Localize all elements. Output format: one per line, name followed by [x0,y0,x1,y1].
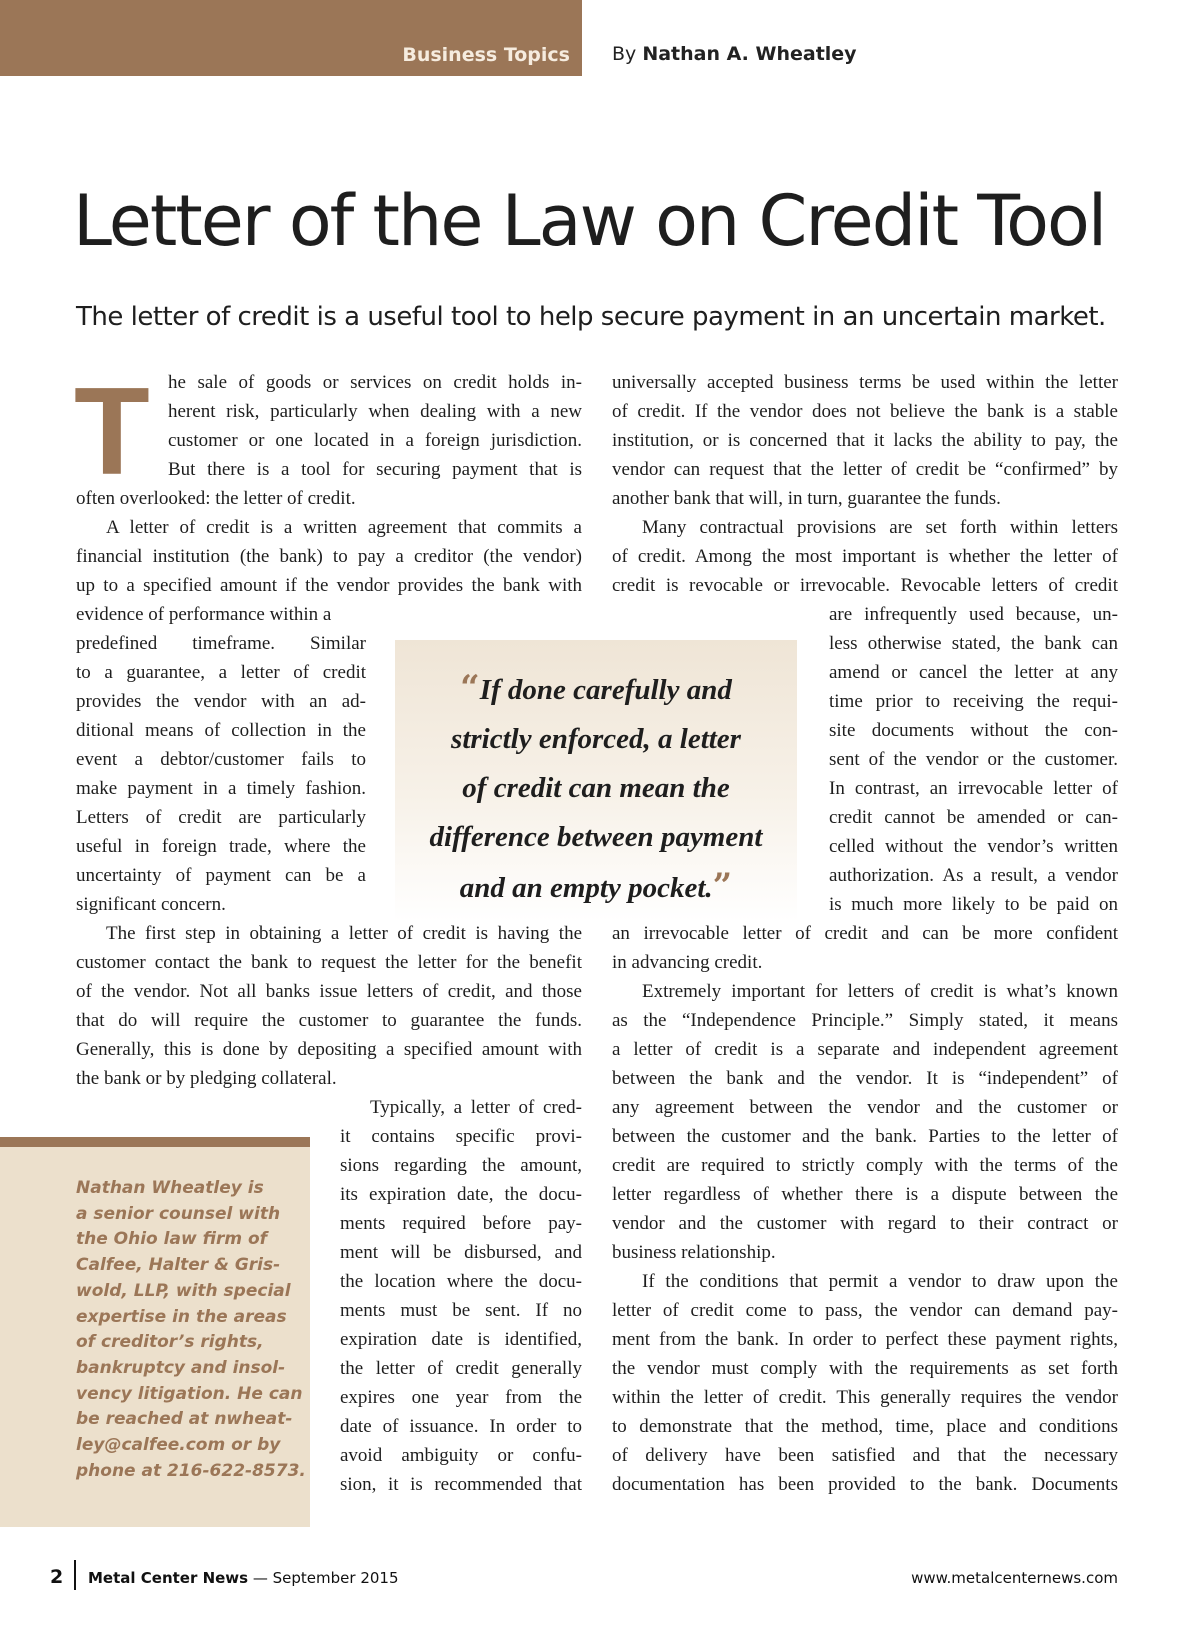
body-line: credit are required to strictly comply with the terms of the [612,1155,1118,1176]
body-line: time prior to receiving the requi- [829,691,1118,712]
body-line: evidence of performance within a [76,604,332,625]
body-line: A letter of credit is a written agreement that commits a [106,517,582,538]
body-line: a letter of credit is a separate and independent agreement [612,1039,1118,1060]
body-line: Extremely important for letters of credit is what’s known [642,981,1118,1002]
byline-prefix: By [612,43,637,65]
body-line: its expiration date, the docu- [340,1184,582,1205]
body-line: In contrast, an irrevocable letter of [829,778,1118,799]
bio-line: of creditor’s rights, [76,1332,264,1353]
bio-line: a senior counsel with [76,1203,281,1224]
bio-line: be reached at nwheat- [76,1409,293,1430]
body-line: herent risk, particularly when dealing with a new [168,401,582,422]
body-line: documentation has been provided to the bank. Documents [612,1474,1118,1495]
pull-quote [395,640,797,922]
body-line: sion, it is recommended that [340,1474,582,1495]
body-line: any agreement between the vendor and the customer or [612,1097,1118,1118]
body-line: to demonstrate that the method, time, place and conditions [612,1416,1118,1437]
body-line: of credit. Among the most important is whether the letter of [612,546,1118,567]
body-line: it contains specific provi- [340,1126,582,1147]
body-line: Letters of credit are particularly [76,807,366,828]
body-line: Many contractual provisions are set forth within letters [642,517,1118,538]
bio-line: the Ohio law firm of [76,1229,268,1250]
body-line: customer contact the bank to request the letter for the benefit [76,952,582,973]
body-line: avoid ambiguity or confu- [340,1445,582,1466]
body-line: ment from the bank. In order to perfect these payment rights, [612,1329,1118,1350]
page-number: 2 [50,1566,64,1588]
body-line: amend or cancel the letter at any [829,662,1118,683]
body-line: date of issuance. In order to [340,1416,582,1437]
body-line: the letter of credit generally [340,1358,582,1379]
publication-name: Metal Center News [88,1569,249,1587]
body-line: Generally, this is done by depositing a specified amount with [76,1039,582,1060]
body-line: customer or one located in a foreign jurisdiction. [168,430,582,451]
body-line: financial institution (the bank) to pay a creditor (the vendor) [76,546,582,567]
body-line: ments required before pay- [340,1213,582,1234]
body-line: vendor and the customer with regard to their contract or [612,1213,1118,1234]
body-line: are infrequently used because, un- [829,604,1118,625]
article-title: Letter of the Law on Credit Tool [73,180,1106,262]
body-line: is much more likely to be paid on [829,894,1118,915]
body-line: he sale of goods or services on credit holds in- [168,372,582,393]
body-line: letter regardless of whether there is a dispute between the [612,1184,1118,1205]
body-line: celled without the vendor’s written [829,836,1118,857]
body-line: significant concern. [76,894,226,915]
body-line: sent of the vendor or the customer. [829,749,1118,770]
body-line: predefined timeframe. Similar [76,633,366,654]
body-line: another bank that will, in turn, guarantee the funds. [612,488,1001,509]
body-line: less otherwise stated, the bank can [829,633,1118,654]
author-name: Nathan A. Wheatley [642,43,857,65]
body-line: to a guarantee, a letter of credit [76,662,366,683]
bio-line: expertise in the areas [76,1306,287,1327]
body-line: as the “Independence Principle.” Simply stated, it means [612,1010,1118,1031]
body-line: the bank or by pledging collateral. [76,1068,337,1089]
body-line: make payment in a timely fashion. [76,778,366,799]
drop-cap: T [74,363,150,501]
body-line: an irrevocable letter of credit and can be more confident [612,923,1118,944]
footer-publication [88,1569,399,1587]
body-line: site documents without the con- [829,720,1118,741]
open-quote-mark: “ [460,668,480,708]
footer-url[interactable]: www.metalcenternews.com [911,1569,1118,1587]
body-line: letter of credit come to pass, the vendor can demand pay- [612,1300,1118,1321]
body-line: of credit. If the vendor does not believe the bank is a stable [612,401,1118,422]
body-line: event a debtor/customer fails to [76,749,366,770]
body-line: within the letter of credit. This generally requires the vendor [612,1387,1118,1408]
body-line: expiration date is identified, [340,1329,582,1350]
bio-line: wold, LLP, with special [76,1280,291,1301]
bio-line: vency litigation. He can [76,1383,303,1404]
body-line: that do will require the customer to guarantee the funds. [76,1010,582,1031]
body-line: between the bank and the vendor. It is “independent” of [612,1068,1118,1089]
body-line: the vendor must comply with the requirements as set forth [612,1358,1118,1379]
body-line: uncertainty of payment can be a [76,865,366,886]
body-line: of the vendor. Not all banks issue letters of credit, and those [76,981,582,1002]
close-quote-mark: ” [712,866,733,906]
footer-divider [74,1560,76,1590]
body-line: But there is a tool for securing payment that is [168,459,582,480]
pull-quote-line: If done carefully and [479,674,732,706]
body-line: universally accepted business terms be used within the letter [612,372,1118,393]
author-bio-rule [0,1137,310,1147]
body-line: authorization. As a result, a vendor [829,865,1118,886]
pull-quote-text [395,664,797,913]
body-line: institution, or is concerned that it lacks the ability to pay, the [612,430,1118,451]
body-line: Typically, a letter of cred- [370,1097,582,1118]
article-subtitle: The letter of credit is a useful tool to help secure payment in an uncertain market. [76,302,1106,332]
bio-line: ley@calfee.com or by [76,1435,281,1456]
pull-quote-line: and an empty pocket. [459,872,713,904]
body-line: ment will be disbursed, and [340,1242,582,1263]
body-line: in advancing credit. [612,952,763,973]
body-line: ments must be sent. If no [340,1300,582,1321]
body-line: the location where the docu- [340,1271,582,1292]
pull-quote-line: strictly enforced, a letter [451,723,741,755]
body-line: up to a specified amount if the vendor provides the bank with [76,575,582,596]
section-label: Business Topics [402,44,570,66]
body-line: useful in foreign trade, where the [76,836,366,857]
issue-date: — September 2015 [252,1569,399,1587]
bio-line: Nathan Wheatley is [76,1178,264,1198]
pull-quote-line: of credit can mean the [462,772,730,804]
body-line: ditional means of collection in the [76,720,366,741]
byline [612,43,857,65]
body-line: vendor can request that the letter of credit be “confirmed” by [612,459,1118,480]
section-header-band [0,0,582,76]
body-line: provides the vendor with an ad- [76,691,366,712]
body-line: credit is revocable or irrevocable. Revocable letters of credit [612,575,1118,596]
body-line: The first step in obtaining a letter of credit is having the [106,923,582,944]
author-bio [76,1176,304,1484]
bio-line: bankruptcy and insol- [76,1357,286,1378]
body-line: If the conditions that permit a vendor to draw upon the [642,1271,1118,1292]
body-line: between the customer and the bank. Parties to the letter of [612,1126,1118,1147]
bio-line: Calfee, Halter & Gris- [76,1255,281,1276]
pull-quote-line: difference between payment [429,821,763,853]
body-line: expires one year from the [340,1387,582,1408]
body-line: credit cannot be amended or can- [829,807,1118,828]
bio-line: phone at 216-622-8573. [76,1460,306,1481]
body-line: of delivery have been satisfied and that the necessary [612,1445,1118,1466]
body-line: often overlooked: the letter of credit. [76,488,356,509]
body-line: business relationship. [612,1242,776,1263]
body-line: sions regarding the amount, [340,1155,582,1176]
